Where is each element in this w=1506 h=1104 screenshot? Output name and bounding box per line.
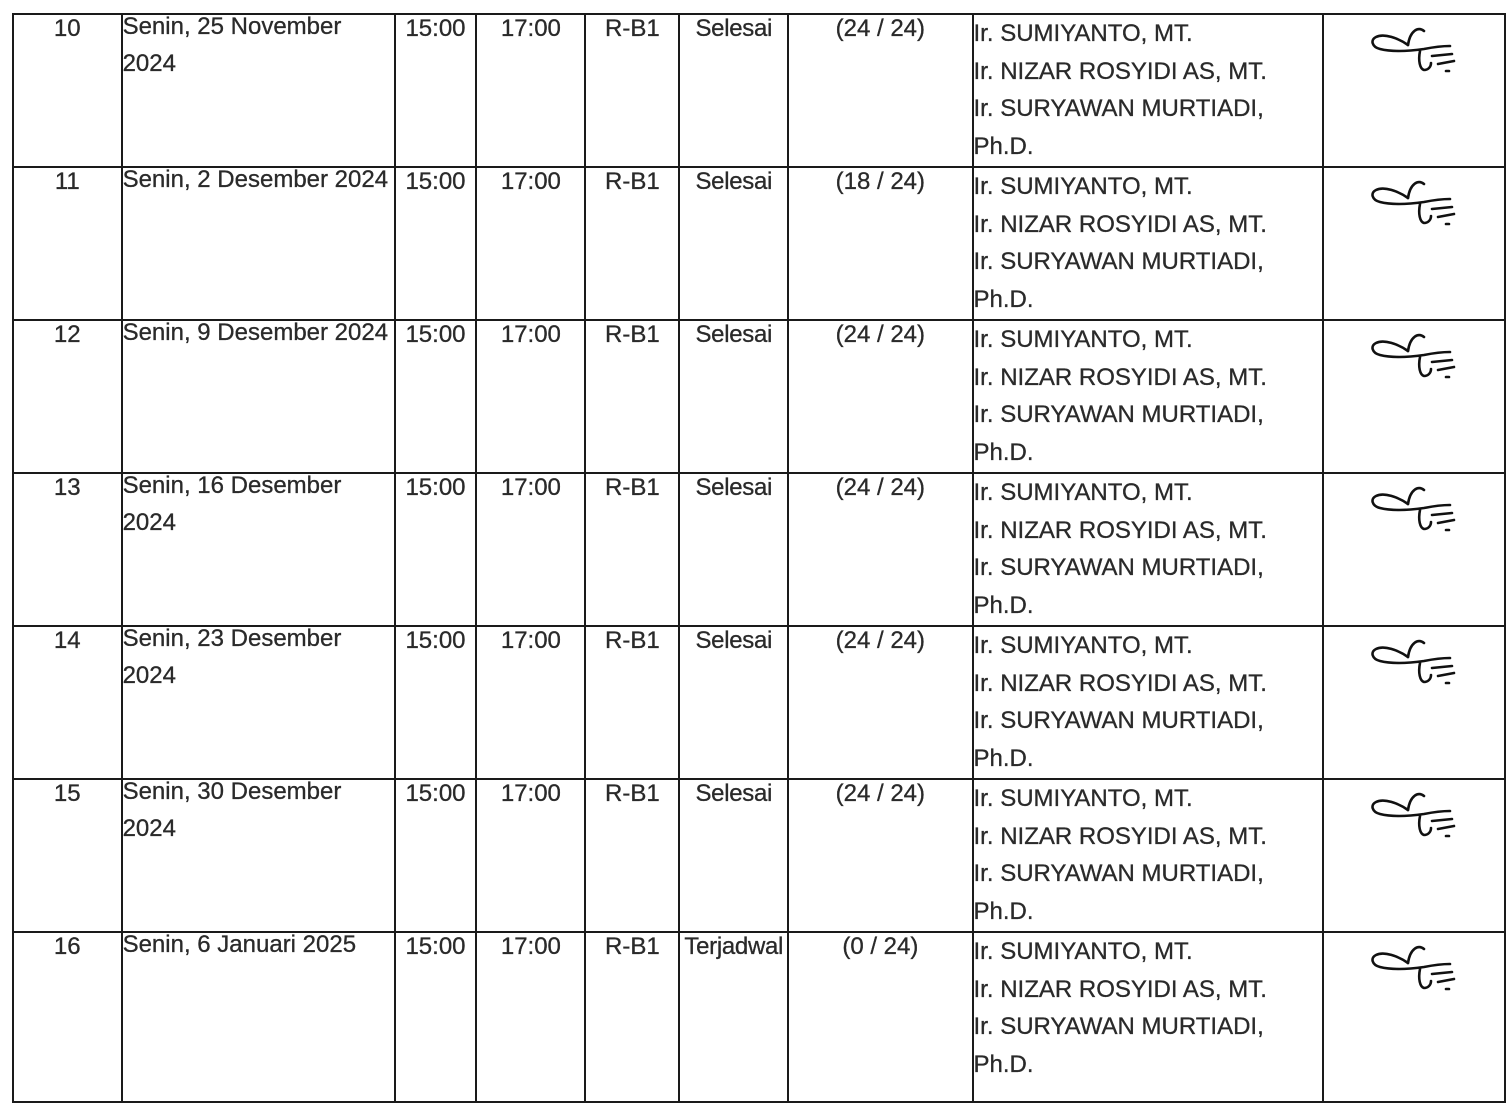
lecturer-name: Ir. SUMIYANTO, MT. [973, 326, 1193, 353]
signature-cell [1323, 932, 1505, 1102]
signature-cell [1323, 779, 1505, 932]
lecturer-name: Ir. SURYAWAN MURTIADI, [973, 860, 1264, 887]
lecturer-name: Ir. SURYAWAN MURTIADI, [973, 707, 1264, 734]
meeting-number: 14 [53, 627, 81, 654]
schedule-row [13, 779, 1505, 932]
lecture-schedule-table [12, 13, 1506, 1103]
meeting-date: Senin, 16 Desember 2024 [122, 472, 342, 536]
end-time: 17:00 [500, 474, 561, 501]
signature-cell [1323, 473, 1505, 626]
status-cell [679, 14, 788, 167]
schedule-row [13, 167, 1505, 320]
meeting-number-cell [13, 626, 122, 779]
start-time: 15:00 [405, 780, 466, 807]
end-time-cell [476, 932, 585, 1102]
attendance-cell [788, 626, 972, 779]
start-time-cell [395, 932, 477, 1102]
meeting-number-cell [13, 14, 122, 167]
meeting-number: 16 [53, 933, 81, 960]
attendance-count: (0 / 24) [842, 933, 919, 960]
room: R-B1 [605, 780, 660, 807]
lecturers-cell [973, 626, 1323, 779]
lecturer-name-continued: Ph.D. [973, 285, 1034, 313]
lecturer-name: Ir. SUMIYANTO, MT. [973, 938, 1193, 965]
lecturer-name: Ir. SUMIYANTO, MT. [973, 479, 1193, 506]
end-time: 17:00 [500, 321, 561, 348]
attendance-cell [788, 320, 972, 473]
meeting-date: Senin, 6 Januari 2025 [122, 931, 357, 958]
room: R-B1 [605, 321, 660, 348]
meeting-date: Senin, 23 Desember 2024 [122, 625, 342, 689]
end-time: 17:00 [500, 15, 561, 42]
lecturer-name: Ir. NIZAR ROSYIDI AS, MT. [973, 975, 1267, 1003]
room: R-B1 [605, 15, 660, 42]
meeting-date: Senin, 30 Desember 2024 [122, 778, 342, 842]
meeting-number: 10 [53, 15, 81, 42]
meeting-date: Senin, 2 Desember 2024 [122, 166, 389, 193]
lecturers-cell [973, 779, 1323, 932]
meeting-number-cell [13, 320, 122, 473]
meeting-number: 12 [53, 321, 81, 348]
status-cell [679, 779, 788, 932]
schedule-row [13, 473, 1505, 626]
end-time-cell [476, 626, 585, 779]
schedule-row [13, 320, 1505, 473]
end-time-cell [476, 779, 585, 932]
lecturer-name: Ir. SUMIYANTO, MT. [973, 632, 1193, 659]
meeting-number-cell [13, 473, 122, 626]
lecturer-name: Ir. SURYAWAN MURTIADI, [973, 1013, 1264, 1040]
lecturers-cell [973, 932, 1323, 1102]
attendance-count: (24 / 24) [835, 780, 926, 807]
lecturer-name: Ir. SUMIYANTO, MT. [973, 785, 1193, 812]
status-cell [679, 932, 788, 1102]
signature-cell [1323, 320, 1505, 473]
lecturer-name-continued: Ph.D. [973, 591, 1034, 619]
room-cell [585, 779, 679, 932]
start-time-cell [395, 320, 477, 473]
end-time-cell [476, 14, 585, 167]
end-time: 17:00 [500, 168, 561, 195]
start-time: 15:00 [405, 474, 466, 501]
end-time: 17:00 [500, 780, 561, 807]
date-cell [122, 779, 395, 932]
end-time: 17:00 [500, 627, 561, 654]
status-label: Selesai [695, 321, 773, 348]
lecturer-name: Ir. NIZAR ROSYIDI AS, MT. [973, 822, 1267, 850]
end-time-cell [476, 167, 585, 320]
signature-icon [1368, 327, 1460, 383]
attendance-cell [788, 14, 972, 167]
lecturer-name: Ir. NIZAR ROSYIDI AS, MT. [973, 210, 1267, 238]
meeting-number-cell [13, 932, 122, 1102]
lecturers-cell [973, 167, 1323, 320]
room: R-B1 [605, 474, 660, 501]
start-time-cell [395, 473, 477, 626]
status-label: Selesai [695, 780, 773, 807]
end-time: 17:00 [500, 933, 561, 960]
lecturer-name: Ir. SURYAWAN MURTIADI, [973, 401, 1264, 428]
status-label: Terjadwal [684, 933, 784, 960]
date-cell [122, 626, 395, 779]
meeting-number: 15 [53, 780, 81, 807]
room-cell [585, 14, 679, 167]
status-cell [679, 626, 788, 779]
meeting-number-cell [13, 167, 122, 320]
status-cell [679, 473, 788, 626]
lecturer-name-continued: Ph.D. [973, 438, 1034, 466]
end-time-cell [476, 320, 585, 473]
signature-icon [1368, 480, 1460, 536]
lecturer-name: Ir. SUMIYANTO, MT. [973, 20, 1193, 47]
attendance-count: (24 / 24) [835, 627, 926, 654]
signature-icon [1368, 633, 1460, 689]
status-label: Selesai [695, 627, 773, 654]
attendance-count: (24 / 24) [835, 15, 926, 42]
lecturer-name: Ir. NIZAR ROSYIDI AS, MT. [973, 57, 1267, 85]
start-time-cell [395, 167, 477, 320]
signature-cell [1323, 14, 1505, 167]
attendance-count: (18 / 24) [835, 168, 926, 195]
status-label: Selesai [695, 474, 773, 501]
lecturer-name: Ir. SURYAWAN MURTIADI, [973, 554, 1264, 581]
room-cell [585, 473, 679, 626]
date-cell [122, 932, 395, 1102]
meeting-number: 13 [53, 474, 81, 501]
meeting-number-cell [13, 779, 122, 932]
date-cell [122, 167, 395, 320]
attendance-count: (24 / 24) [835, 321, 926, 348]
schedule-rows [13, 14, 1505, 1102]
start-time-cell [395, 779, 477, 932]
start-time: 15:00 [405, 627, 466, 654]
attendance-cell [788, 779, 972, 932]
status-cell [679, 167, 788, 320]
lecturer-name-continued: Ph.D. [973, 1050, 1034, 1078]
attendance-count: (24 / 24) [835, 474, 926, 501]
attendance-cell [788, 167, 972, 320]
start-time: 15:00 [405, 321, 466, 348]
date-cell [122, 14, 395, 167]
signature-cell [1323, 167, 1505, 320]
room-cell [585, 167, 679, 320]
room-cell [585, 626, 679, 779]
status-label: Selesai [695, 15, 773, 42]
signature-icon [1368, 939, 1460, 995]
room-cell [585, 320, 679, 473]
end-time-cell [476, 473, 585, 626]
schedule-row [13, 14, 1505, 167]
meeting-date: Senin, 9 Desember 2024 [122, 319, 389, 346]
status-label: Selesai [695, 168, 773, 195]
lecturer-name: Ir. SUMIYANTO, MT. [973, 173, 1193, 200]
start-time-cell [395, 14, 477, 167]
date-cell [122, 473, 395, 626]
schedule-row [13, 626, 1505, 779]
lecturer-name-continued: Ph.D. [973, 744, 1034, 772]
signature-icon [1368, 174, 1460, 230]
attendance-cell [788, 473, 972, 626]
start-time-cell [395, 626, 477, 779]
room: R-B1 [605, 933, 660, 960]
lecturers-cell [973, 14, 1323, 167]
attendance-cell [788, 932, 972, 1102]
start-time: 15:00 [405, 15, 466, 42]
lecturer-name-continued: Ph.D. [973, 897, 1034, 925]
signature-cell [1323, 626, 1505, 779]
lecturer-name: Ir. NIZAR ROSYIDI AS, MT. [973, 516, 1267, 544]
start-time: 15:00 [405, 168, 466, 195]
lecturer-name-continued: Ph.D. [973, 132, 1034, 160]
signature-icon [1368, 21, 1460, 77]
lecturer-name: Ir. SURYAWAN MURTIADI, [973, 248, 1264, 275]
room-cell [585, 932, 679, 1102]
room: R-B1 [605, 168, 660, 195]
meeting-date: Senin, 25 November 2024 [122, 13, 342, 77]
lecturers-cell [973, 320, 1323, 473]
lecturer-name: Ir. NIZAR ROSYIDI AS, MT. [973, 669, 1267, 697]
lecturer-name: Ir. NIZAR ROSYIDI AS, MT. [973, 363, 1267, 391]
room: R-B1 [605, 627, 660, 654]
signature-icon [1368, 786, 1460, 842]
lecturers-cell [973, 473, 1323, 626]
meeting-number: 11 [54, 168, 80, 195]
date-cell [122, 320, 395, 473]
status-cell [679, 320, 788, 473]
start-time: 15:00 [405, 933, 466, 960]
lecturer-name: Ir. SURYAWAN MURTIADI, [973, 95, 1264, 122]
schedule-row [13, 932, 1505, 1102]
